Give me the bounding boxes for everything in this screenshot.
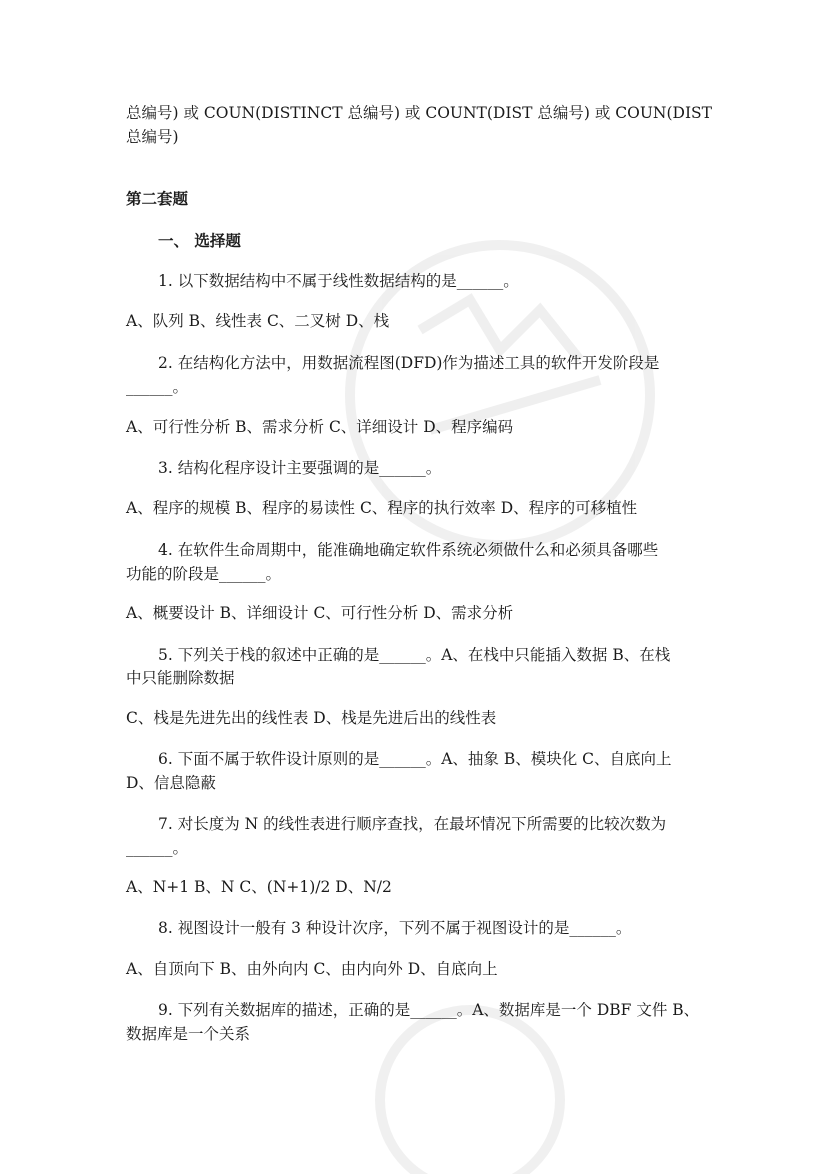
question-9-stem: 9. 下列有关数据库的描述，正确的是______。A、数据库是一个 DBF 文件 B、	[158, 1001, 700, 1019]
question-3-options: A、程序的规模 B、程序的易读性 C、程序的执行效率 D、程序的可移植性	[126, 499, 638, 517]
continuation-line-2: 总编号)	[126, 128, 179, 146]
question-8-options: A、自顶向下 B、由外向内 C、由内向外 D、自底向上	[126, 960, 498, 978]
question-5-stem: 5. 下列关于栈的叙述中正确的是______。A、在栈中只能插入数据 B、在栈	[158, 646, 671, 664]
question-4-stem-cont: 功能的阶段是______。	[126, 565, 282, 583]
question-3-stem: 3. 结构化程序设计主要强调的是______。	[158, 459, 442, 477]
question-2-options: A、可行性分析 B、需求分析 C、详细设计 D、程序编码	[126, 418, 514, 436]
continuation-line-1: 总编号) 或 COUN(DISTINCT 总编号) 或 COUNT(DIST 总编号) 或 COUN(DIST	[126, 104, 713, 122]
question-6-stem: 6. 下面不属于软件设计原则的是______。A、抽象 B、模块化 C、自底向上	[158, 750, 672, 768]
question-4-options: A、概要设计 B、详细设计 C、可行性分析 D、需求分析	[126, 604, 514, 622]
question-7-options: A、N+1 B、N C、(N+1)/2 D、N/2	[126, 878, 392, 896]
question-9-stem-cont: 数据库是一个关系	[126, 1025, 251, 1043]
question-5-stem-cont: 中只能删除数据	[126, 669, 235, 687]
question-1-stem: 1. 以下数据结构中不属于线性数据结构的是______。	[158, 272, 519, 290]
question-5-options: C、栈是先进先出的线性表 D、栈是先进后出的线性表	[126, 709, 497, 727]
question-2-stem-cont: ______。	[126, 378, 189, 396]
question-7-stem: 7. 对长度为 N 的线性表进行顺序查找，在最坏情况下所需要的比较次数为	[158, 815, 667, 833]
question-6-stem-cont: D、信息隐蔽	[126, 774, 216, 792]
question-7-stem-cont: ______。	[126, 839, 189, 857]
subsection-title: 一、 选择题	[158, 231, 241, 250]
question-4-stem: 4. 在软件生命周期中，能准确地确定软件系统必须做什么和必须具备哪些	[158, 541, 659, 559]
question-8-stem: 8. 视图设计一般有 3 种设计次序，下列不属于视图设计的是______。	[158, 919, 632, 937]
question-2-stem: 2. 在结构化方法中，用数据流程图(DFD)作为描述工具的软件开发阶段是	[158, 354, 660, 372]
question-1-options: A、队列 B、线性表 C、二叉树 D、栈	[126, 312, 390, 330]
section-title: 第二套题	[126, 189, 189, 208]
